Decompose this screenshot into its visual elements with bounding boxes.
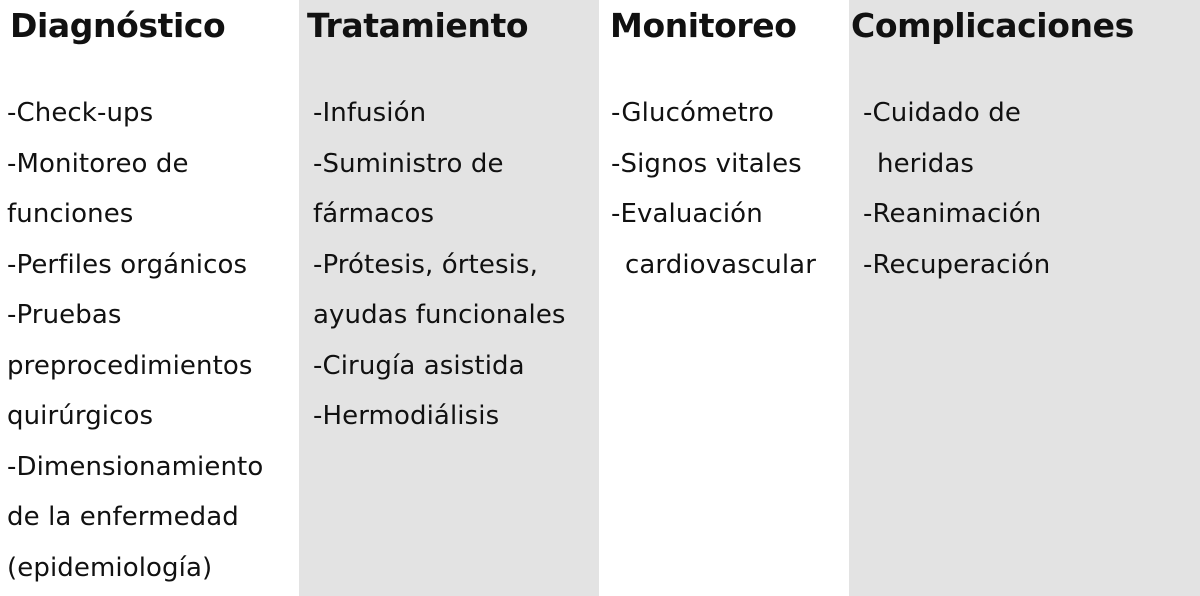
column-heading: Complicaciones [851, 6, 1134, 45]
item-list [611, 88, 816, 290]
list-item: -Dimensionamiento [7, 451, 264, 482]
list-item: -Signos vitales [611, 148, 802, 179]
list-item: funciones [7, 199, 134, 229]
list-item: -Infusión [313, 98, 427, 128]
list-item: preprocedimientos [7, 350, 253, 381]
item-list [313, 88, 566, 442]
list-item: ayudas funcionales [313, 300, 566, 330]
list-item: quirúrgicos [7, 401, 154, 431]
list-item: cardiovascular [625, 249, 816, 280]
list-item: -Check-ups [7, 98, 154, 128]
list-item: de la enfermedad [7, 502, 239, 532]
list-item: -Reanimación [863, 199, 1042, 229]
list-item: heridas [877, 148, 975, 179]
list-item: -Evaluación [611, 199, 763, 229]
list-item: -Monitoreo de [7, 148, 189, 179]
list-item: -Suministro de [313, 148, 504, 179]
list-item: -Pruebas [7, 300, 122, 330]
list-item: -Recuperación [863, 249, 1051, 280]
list-item: fármacos [313, 199, 435, 229]
column-complicaciones [849, 0, 1200, 596]
column-heading: Tratamiento [307, 6, 529, 45]
item-list [863, 88, 1050, 290]
list-item: (epidemiología) [7, 552, 213, 583]
list-item: -Perfiles orgánicos [7, 249, 248, 280]
column-diagnostico [0, 0, 299, 596]
column-tratamiento [299, 0, 599, 596]
list-item: -Cuidado de [863, 98, 1021, 128]
item-list [7, 88, 263, 593]
list-item: -Glucómetro [611, 98, 775, 128]
list-item: -Hermodiálisis [313, 401, 500, 431]
list-item: -Prótesis, órtesis, [313, 249, 538, 280]
column-heading: Diagnóstico [10, 6, 226, 45]
column-heading: Monitoreo [610, 6, 797, 45]
list-item: -Cirugía asistida [313, 350, 525, 381]
column-monitoreo [599, 0, 849, 596]
